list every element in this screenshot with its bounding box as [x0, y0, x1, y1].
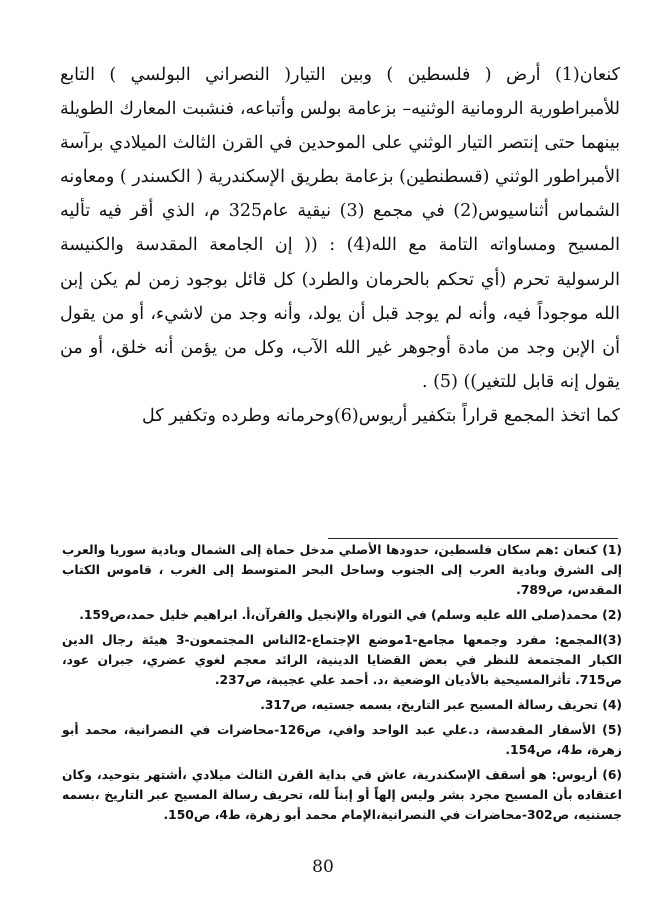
- footnote-6: (6) أريوس: هو أسقف الإسكندرية، عاش في بداية القرن الثالث ميلادي ،أشتهر بتوحيد، وكان اعتقاده بأن المسيح مجرد بشر وليس إلهاً أو إبناً لله، تحريف رسالة المسيح عبر التاريخ ،بسمه جستنيه، ص302-محاضرات في النصرانية،الإمام محمد أبو زهرة، ط4، ص150.: [62, 768, 622, 822]
- body-paragraph: كنعان(1) أرض ( فلسطين ) وبين التيار( النصراني البولسي ) التابع للأمبراطورية الرومانية الوثنيه– بزعامة بولس وأتباعه، فنشبت المعارك الطويلة بينهما حتى إنتصر التيار الوثني على الموحدين في القرن الثالث الميلادي برآسة الأمبراطور الوثني (قسطنطين) بزعامة بطريق الإسكندرية ( الكسندر ) ومعاونه الشماس أثناسيوس(2) في مجمع (3) نيقية عام325 م، الذي أقر فيه تأليه المسيح ومساواته التامة مع الله(4) : (( إن الجامعة المقدسة والكنيسة الرسولية تحرم (أي تحكم بالحرمان والطرد) كل قائل بوجود زمن لم يكن إبن الله موجوداً فيه، وأنه لم يوجد قبل أن يولد، وأنه وجد من لاشيء، أو من يقول أن الإبن وجد من مادة أوجوهر غير الله الآب، وكل من يؤمن أنه خلق، أو من يقول إنه قابل للتغير)) (5) .: [60, 65, 621, 392]
- last-line: كما اتخذ المجمع قراراً بتكفير أريوس(6)وحرمانه وطرده وتكفير كل: [142, 405, 620, 426]
- footnote-separator: [328, 538, 618, 539]
- footnote-1: (1) كنعان :هم سكان فلسطين، حدودها الأصلي مدخل حماة إلى الشمال وبادية سوريا والعرب إلى الشرق وبادية العرب إلى الجنوب وساحل البحر المتوسط إلى الغرب ، قاموس الكتاب المقدس، ص789.: [62, 543, 622, 597]
- footnote-4: (4) تحريف رسالة المسيح عبر التاريخ، بسمه جستيه، ص317.: [260, 698, 622, 712]
- footnote-2: (2) محمد(صلى الله عليه وسلم) في التوراة والإنجيل والقرآن،أ. ابراهيم خليل حمد،ص159.: [79, 608, 622, 622]
- page-number: 80: [312, 857, 334, 877]
- main-text: [60, 58, 620, 433]
- footnotes: [62, 540, 622, 830]
- footnote-3: (3)المجمع: مفرد وجمعها مجامع-1موضع الإجتماع-2الناس المجتمعون-3 هيئة رجال الدين الكبار المجتمعة للنظر في بعض القضايا الدينية، الرائد معجم لغوي عضري، جبران عود، ص715. تأثرالمسيحية بالأديان الوضعية ،د. أحمد علي عجيبة، ص237.: [62, 633, 623, 687]
- footnote-5: (5) الأسفار المقدسة، د.علي عبد الواحد وافي، ص126-محاضرات في النصرانية، محمد أبو زهرة، ط4، ص154.: [62, 723, 622, 757]
